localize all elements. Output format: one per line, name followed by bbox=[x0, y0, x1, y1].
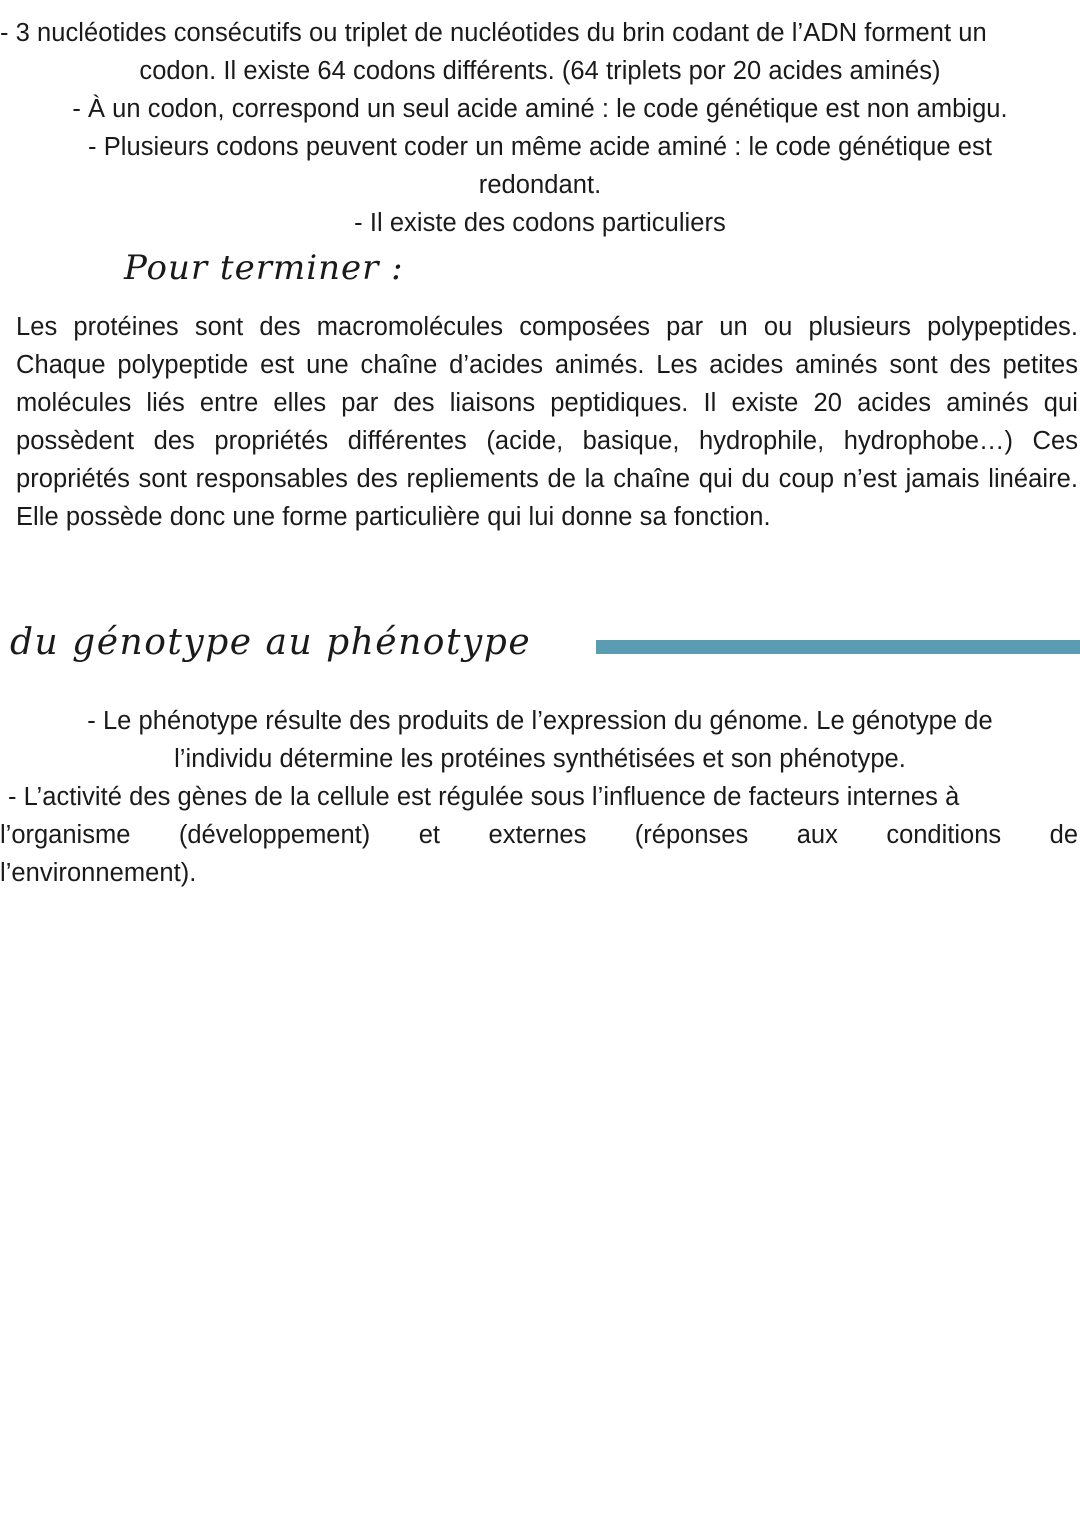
codon-bullet-3-continued: redondant. bbox=[478, 171, 602, 199]
heading-genotype-phenotype: du génotype au phénotype bbox=[10, 622, 532, 663]
phenotype-bullet-1: - Le phénotype résulte des produits de l’expression du génome. Le génotype de bbox=[87, 707, 993, 735]
codon-bullet-3: - Plusieurs codons peuvent coder un même acide aminé : le code génétique est bbox=[88, 133, 992, 161]
codon-bullet-1-continued: codon. Il existe 64 codons différents. (64 triplets por 20 acides aminés) bbox=[139, 57, 941, 85]
phenotype-bullet-1-continued: l’individu détermine les protéines synthétisées et son phénotype. bbox=[174, 745, 906, 773]
codon-bullet-1: - 3 nucléotides consécutifs ou triplet de nucléotides du brin codant de l’ADN forment un bbox=[0, 19, 987, 47]
codon-bullet-2: - À un codon, correspond un seul acide aminé : le code génétique est non ambigu. bbox=[72, 95, 1008, 123]
phenotype-bullet-2: - L’activité des gènes de la cellule est régulée sous l’influence de facteurs internes à bbox=[8, 783, 960, 811]
heading-pour-terminer: Pour terminer : bbox=[124, 248, 404, 288]
codon-bullet-4: - Il existe des codons particuliers bbox=[354, 209, 726, 237]
phenotype-bullet-2-continued: l’organisme (développement) et externes (réponses aux conditions de bbox=[0, 821, 1078, 849]
paragraph-proteines: Les protéines sont des macromolécules composées par un ou plusieurs polypeptides. Chaque polypeptide est une chaîne d’acides animés. Les acides aminés sont des petites molécules liés entre elles par des liaisons peptidiques. Il existe 20 acides aminés qui possèdent des propriétés différentes (acide, basique, hydrophile, hydrophobe…) Ces propriétés sont responsables des repliements de la chaîne qui du coup n’est jamais linéaire. Elle possède donc une forme particulière qui lui donne sa fonction. bbox=[16, 313, 1078, 531]
heading-accent-bar bbox=[596, 640, 1080, 654]
phenotype-bullet-2-end: l’environnement). bbox=[0, 859, 197, 887]
